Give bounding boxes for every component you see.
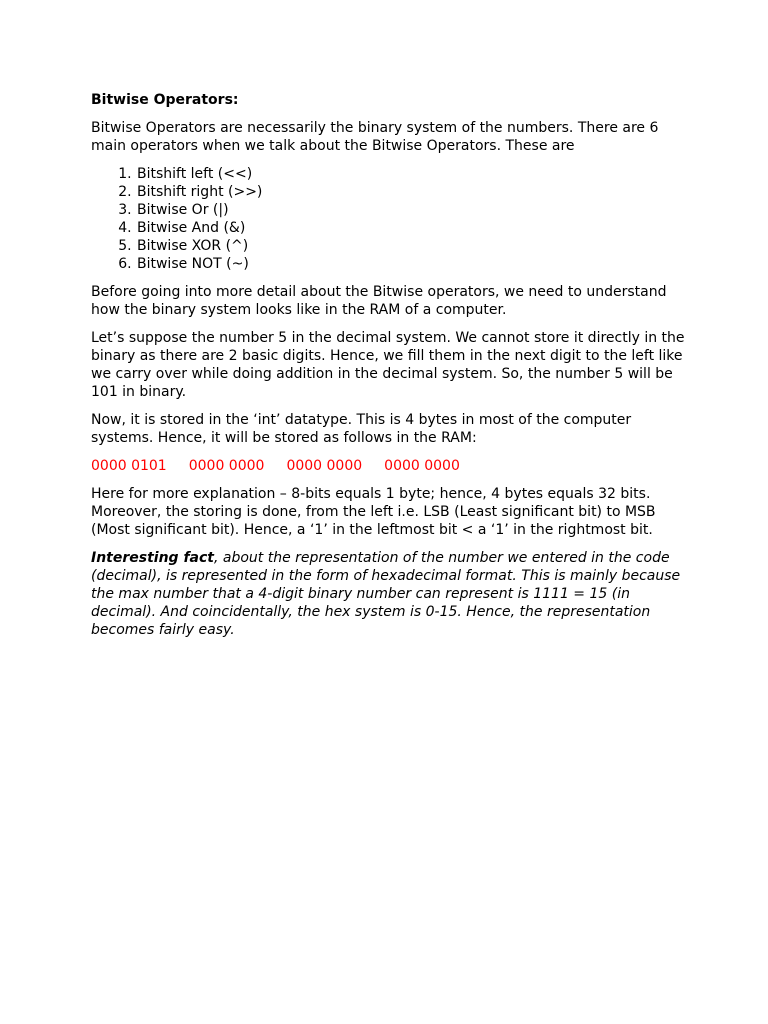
fact-text: , about the representation of the number we entered in the code (decimal), is represented in the form of hexadecimal format. This is mainly because the max number that a 4-digit binary number can represent is 1111 = 15 (in decimal). And coincidentally, the hex system is 0-15. Hence, the representation becomes fairly easy. bbox=[91, 550, 681, 638]
binary-system-paragraph: Before going into more detail about the Bitwise operators, we need to understand how the binary system looks like in the RAM of a computer. bbox=[91, 284, 667, 318]
list-item: 1. Bitshift left (<<) bbox=[136, 165, 691, 183]
document-body bbox=[91, 91, 691, 649]
list-item: 6. Bitwise NOT (~) bbox=[136, 255, 691, 273]
interesting-fact-paragraph bbox=[91, 549, 691, 639]
decimal-example-paragraph: Let’s suppose the number 5 in the decimal system. We cannot store it directly in the binary as there are 2 basic digits. Hence, we fill them in the next digit to the left like we carry over while doing addition in the decimal system. So, the number 5 will be 101 in binary. bbox=[91, 330, 685, 400]
explanation-paragraph: Here for more explanation – 8-bits equals 1 byte; hence, 4 bytes equals 32 bits. Moreover, the storing is done, from the left i.e. LSB (Least significant bit) to MSB (Most significant bit). Hence, a ‘1’ in the leftmost bit < a ‘1’ in the rightmost bit. bbox=[91, 486, 656, 538]
operators-list bbox=[91, 165, 691, 273]
ram-byte: 0000 0101 bbox=[91, 458, 167, 474]
list-item: 2. Bitshift right (>>) bbox=[136, 183, 691, 201]
section-heading: Bitwise Operators: bbox=[91, 92, 239, 108]
ram-byte: 0000 0000 bbox=[384, 458, 460, 474]
ram-byte: 0000 0000 bbox=[188, 458, 265, 474]
int-storage-paragraph: Now, it is stored in the ‘int’ datatype. This is 4 bytes in most of the computer systems. Hence, it will be stored as follows in the RAM: bbox=[91, 412, 632, 446]
list-item: 3. Bitwise Or (|) bbox=[136, 201, 691, 219]
ram-byte: 0000 0000 bbox=[286, 458, 363, 474]
ram-bytes-row bbox=[91, 457, 691, 475]
fact-label: Interesting fact bbox=[91, 550, 214, 566]
intro-paragraph: Bitwise Operators are necessarily the binary system of the numbers. There are 6 main operators when we talk about the Bitwise Operators. These are bbox=[91, 120, 659, 154]
list-item: 5. Bitwise XOR (^) bbox=[136, 237, 691, 255]
list-item: 4. Bitwise And (&) bbox=[136, 219, 691, 237]
